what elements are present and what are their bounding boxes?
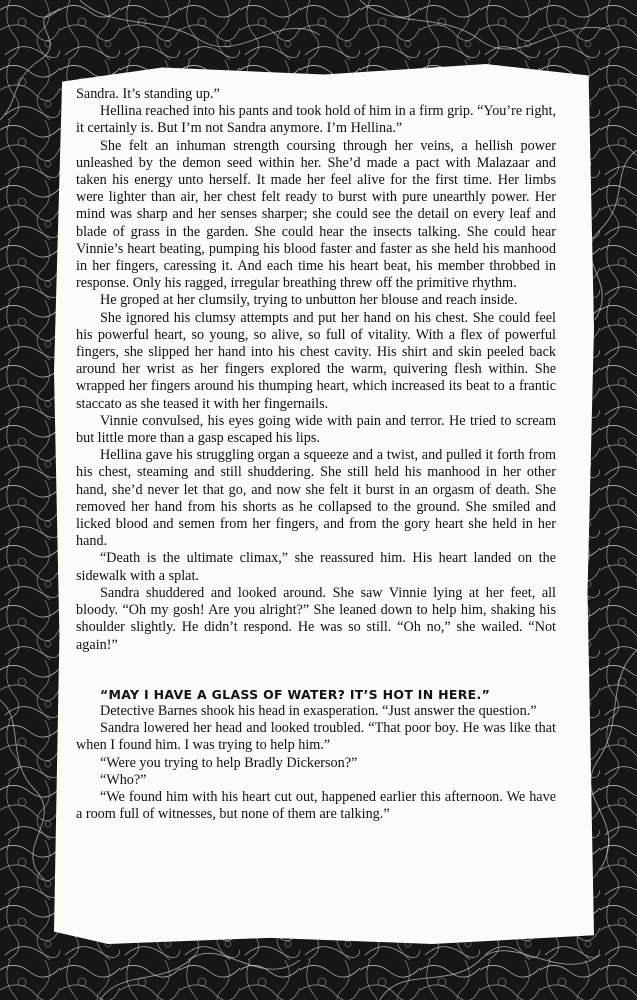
paragraph: She felt an inhuman strength coursing through her veins, a hellish power unleashed by the demon seed within her. She’d made a pact with Malazaar and taken his energy unto herself. It made her feel alive for the first time. Her limbs were lighter than air, her chest felt ready to burst with pure unearthly power. Her mind was sharp and her senses sharper; she could see the detail on every leaf and blade of grass in the garden. She could hear the insects talking. She could hear Vinnie’s heart beating, pumping his blood faster and faster as she held his manhood in her fingers, caressing it. And each time his heart beat, his member throbbed in response. Only his ragged, irregular breathing threw off the primitive rhythm. bbox=[76, 137, 556, 292]
paragraph: Vinnie convulsed, his eyes going wide with pain and terror. He tried to scream but little more than a gasp escaped his lips. bbox=[76, 412, 556, 447]
paragraph: Sandra shuddered and looked around. She saw Vinnie lying at her feet, all bloody. “Oh my gosh! Are you alright?” She leaned down to help him, shaking his shoulder slightly. He didn’t respond. He was so still. “Oh no,” she wailed. “Not again!” bbox=[76, 584, 556, 653]
paragraph: She ignored his clumsy attempts and put her hand on his chest. She could feel his powerful heart, so young, so alive, so full of vitality. With a flex of powerful fingers, she slipped her hand into his chest cavity. His shirt and skin peeled back around her wrist as her fingers explored the warm, quivering flesh within. She wrapped her fingers around his thumping heart, which increased its beat to a frantic staccato as she teased it with her fingernails. bbox=[76, 309, 556, 412]
paragraph: “Who?” bbox=[100, 771, 147, 788]
paragraph: Detective Barnes shook his head in exasperation. “Just answer the question.” bbox=[100, 702, 537, 719]
paragraph: “Death is the ultimate climax,” she reassured him. His heart landed on the sidewalk with a splat. bbox=[76, 550, 556, 584]
section-heading: “MAY I HAVE A GLASS OF WATER? IT’S HOT IN HERE.” bbox=[100, 686, 491, 702]
section-break bbox=[76, 654, 556, 686]
paragraph: Hellina gave his struggling organ a squeeze and a twist, and pulled it forth from his chest, steaming and still shuddering. She still held his manhood in her other hand, she’d never let that go, and now she felt it burst in an orgasm of death. She removed her hand from his shorts as he collapsed to the ground. She smiled and licked blood and semen from her fingers, and from the gory heart she held in her hand. bbox=[76, 447, 556, 550]
paragraph: Hellina reached into his pants and took hold of him in a firm grip. “You’re right, it certainly is. But I’m not Sandra anymore. I’m Hellina.” bbox=[76, 103, 557, 137]
paragraph: Sandra lowered her head and looked troubled. “That poor boy. He was like that when I found him. I was trying to help him.” bbox=[76, 720, 556, 754]
paragraph: He groped at her clumsily, trying to unbutton her blouse and reach inside. bbox=[100, 292, 518, 309]
paragraph: “Were you trying to help Bradly Dickerson?” bbox=[100, 754, 358, 771]
paragraph: “We found him with his heart cut out, happened earlier this afternoon. We have a room full of witnesses, but none of them are talking.” bbox=[76, 788, 556, 823]
story-text bbox=[76, 86, 556, 823]
paragraph: Sandra. It’s standing up.” bbox=[76, 86, 220, 102]
